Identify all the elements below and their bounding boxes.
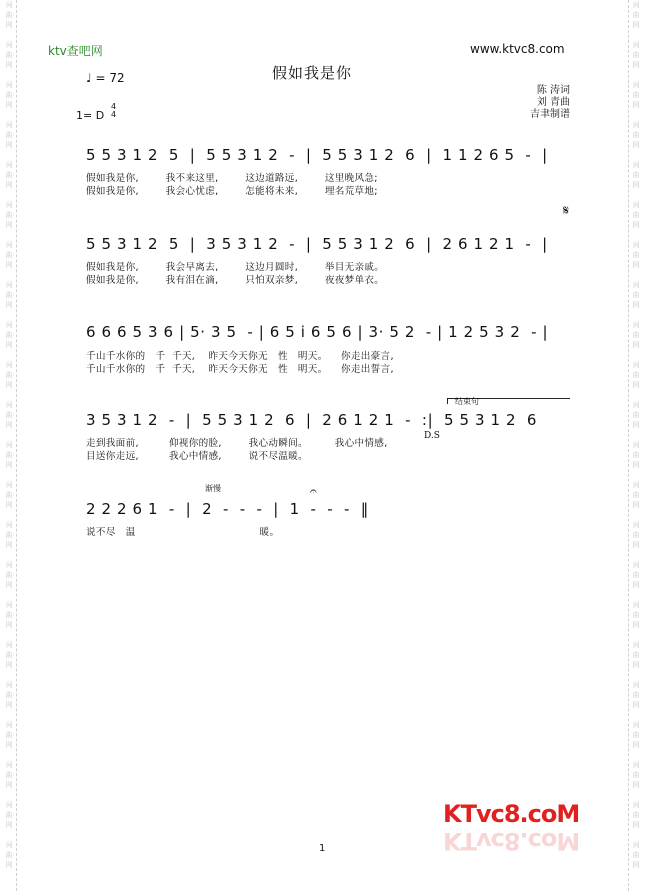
- lyricist-credit: 陈 涛词: [536, 85, 570, 96]
- ktvc8-logo-reflection: KTvc8.coM: [443, 827, 580, 855]
- fermata-sign: 𝄐: [310, 484, 317, 498]
- tempo-marking: ♩ = 72: [86, 71, 125, 85]
- time-signature-bottom: 4: [111, 110, 117, 119]
- key-signature: 1= D: [76, 109, 105, 122]
- song-title: 假如我是你: [272, 64, 353, 82]
- ds-marking: D.S: [424, 431, 440, 441]
- engraver-credit: 吉聿制谱: [530, 109, 570, 120]
- right-watermark-strip: 词 曲 网 词 曲 网 词 曲 网 词 曲 网 词 曲 网 词 曲 网 词 曲 网 词 曲 网 词 曲 网 词 曲 网 词 曲 网 词 曲 网 词 曲 网 词 曲 网 词 曲 网 词 曲 网 词 曲 网 词 曲 网 词 曲 网 词 曲 网 词 曲 网 词 曲 网: [628, 0, 643, 891]
- ktvc8-logo: KTvc8.coM: [443, 800, 580, 828]
- segno-sign: 𝄋: [563, 203, 570, 219]
- ritardando-marking: 渐慢: [205, 484, 221, 493]
- lyric-row-4-verse-2: 目送你走远, 我心中情感, 说不尽温暖。: [86, 451, 308, 462]
- site-url-right[interactable]: www.ktvc8.com: [470, 42, 565, 56]
- time-signature-top: 4: [111, 102, 117, 111]
- credits: [480, 85, 570, 121]
- lyric-row-2-verse-1: 假如我是你, 我会早离去, 这边月圆时, 举目无亲戚。: [86, 262, 385, 273]
- ending-label: 结束句: [455, 397, 479, 406]
- lyric-row-1-verse-1: 假如我是你, 我不来这里, 这边道路远, 这里晚风急;: [86, 173, 378, 184]
- lyric-row-4-verse-1: 走到我面前, 仰视你的脸, 我心动瞬间。 我心中情感,: [86, 438, 388, 449]
- page-number: 1: [319, 843, 326, 854]
- notation-row-3: 6 6 6 5 3 6 | 5· 3 5 - | 6 5 i 6 5 6 | 3· 5 2 - | 1 2 5 3 2 - |: [86, 323, 549, 341]
- lyric-row-2-verse-2: 假如我是你, 我有泪在滴, 只怕双亲梦, 夜夜梦单衣。: [86, 275, 385, 286]
- left-watermark-strip: 词 曲 网 词 曲 网 词 曲 网 词 曲 网 词 曲 网 词 曲 网 词 曲 网 词 曲 网 词 曲 网 词 曲 网 词 曲 网 词 曲 网 词 曲 网 词 曲 网 词 曲 网 词 曲 网 词 曲 网 词 曲 网 词 曲 网 词 曲 网 词 曲 网 词 曲 网: [2, 0, 17, 891]
- lyric-row-3-verse-2: 千山千水你的 千 千天, 昨天今天你无 性 明天。 你走出誓言,: [86, 364, 394, 375]
- notation-row-2: 5 5 3 1 2 5 | 3 5 3 1 2 - | 5 5 3 1 2 6 | 2 6 1 2 1 - |: [86, 235, 548, 253]
- lyric-row-5-verse-1: 说不尽 温 暖。: [86, 527, 280, 538]
- notation-row-1: 5 5 3 1 2 5 | 5 5 3 1 2 - | 5 5 3 1 2 6 | 1 1 2 6 5 - |: [86, 146, 548, 164]
- notation-row-4: 3 5 3 1 2 - | 5 5 3 1 2 6 | 2 6 1 2 1 - :| 5 5 3 1 2 6: [86, 411, 538, 429]
- notation-row-5: 2 2 2 6 1 - | 2 - - - | 1 - - - ‖: [86, 500, 369, 518]
- lyric-row-3-verse-1: 千山千水你的 千 千天, 昨天今天你无 性 明天。 你走出豪言,: [86, 351, 394, 362]
- site-name-left[interactable]: ktv查吧网: [48, 44, 103, 58]
- composer-credit: 刘 青曲: [536, 97, 570, 108]
- time-signature: [111, 103, 116, 119]
- lyric-row-1-verse-2: 假如我是你, 我会心忧虑, 怎能将未来, 埋名荒草地;: [86, 186, 378, 197]
